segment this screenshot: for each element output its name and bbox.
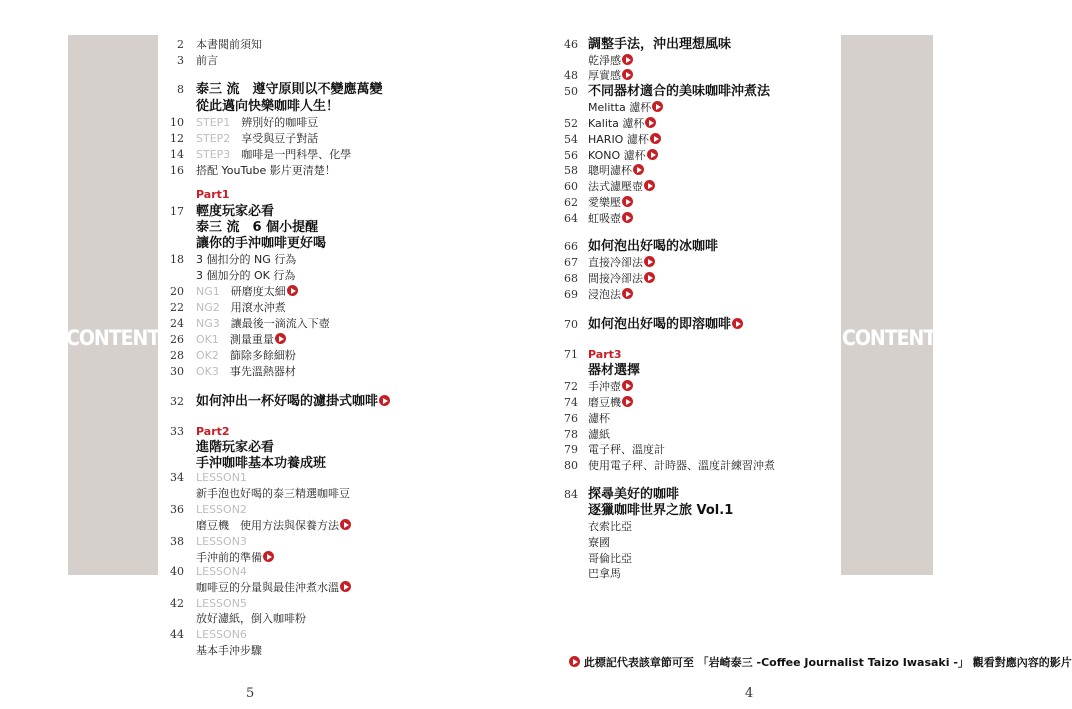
toc-title	[196, 252, 296, 268]
toc-title-text: 用滾水沖煮	[219, 301, 286, 314]
toc-title-text: 濾紙	[588, 428, 610, 441]
toc-page-number: 33	[170, 425, 184, 438]
toc-page-number: 42	[170, 597, 184, 610]
toc-title	[196, 440, 274, 456]
toc-title	[588, 411, 610, 427]
toc-title	[196, 220, 318, 236]
left-page	[0, 0, 500, 709]
toc-title-text: 愛樂壓	[588, 196, 621, 209]
play-icon	[633, 164, 644, 175]
play-icon	[645, 117, 656, 128]
toc-title-text: 新手泡也好喝的泰三精選咖啡豆	[196, 487, 350, 500]
toc-page-number: 36	[170, 503, 184, 516]
play-icon	[652, 101, 663, 112]
toc-title-text: 巴拿馬	[588, 567, 621, 580]
toc-page-number: 62	[564, 196, 578, 209]
play-icon	[622, 54, 633, 65]
toc-title-text: HARIO 濾杯	[588, 133, 649, 146]
play-icon	[644, 180, 655, 191]
toc-page-number: 78	[564, 428, 578, 441]
toc-title-text: KONO 濾杯	[588, 149, 646, 162]
toc-step-label: STEP1	[196, 116, 231, 129]
toc-title	[588, 68, 633, 84]
toc-title	[196, 580, 351, 596]
toc-page-number: 48	[564, 69, 578, 82]
toc-title-text: 咖啡豆的分量與最佳沖煮水溫	[196, 581, 339, 594]
toc-title	[588, 458, 775, 474]
play-icon	[379, 395, 390, 406]
toc-title-text: 讓最後一滴流入下壺	[219, 317, 330, 330]
play-icon	[644, 256, 655, 267]
toc-title	[588, 195, 633, 211]
toc-title-text: 浸泡法	[588, 288, 621, 301]
toc-page-number: 66	[564, 240, 578, 253]
toc-page-number: 8	[177, 83, 184, 96]
play-icon	[287, 285, 298, 296]
toc-title	[588, 84, 770, 100]
toc-page-number: 22	[170, 301, 184, 314]
toc-page-number: 46	[564, 38, 578, 51]
toc-title	[588, 132, 661, 148]
toc-title	[196, 300, 286, 316]
toc-page-number: 40	[170, 565, 184, 578]
toc-page-number: 3	[177, 54, 184, 67]
toc-page-number: 54	[564, 133, 578, 146]
toc-title	[196, 147, 351, 163]
toc-page-number: 28	[170, 349, 184, 362]
toc-title	[588, 148, 658, 164]
toc-title	[588, 519, 632, 535]
toc-title	[588, 503, 733, 519]
toc-title-text: 磨豆機	[588, 396, 621, 409]
toc-page-number: 24	[170, 317, 184, 330]
play-icon	[622, 69, 633, 80]
toc-part-label: Part3	[588, 348, 622, 361]
toc-title	[588, 211, 633, 227]
toc-title	[588, 379, 633, 395]
play-icon	[650, 133, 661, 144]
toc-title-text: 電子秤、溫度計	[588, 443, 665, 456]
toc-title-text: 3 個加分的 OK 行為	[196, 269, 296, 282]
toc-title-text: 3 個扣分的 NG 行為	[196, 253, 297, 266]
toc-title	[588, 551, 632, 567]
toc-page-number: 10	[170, 116, 184, 129]
toc-title	[196, 53, 218, 69]
toc-title	[196, 37, 262, 53]
play-icon	[275, 333, 286, 344]
toc-title	[588, 116, 656, 132]
contents-side-bar	[68, 35, 158, 575]
toc-page-number: 34	[170, 471, 184, 484]
toc-step-label: LESSON4	[196, 565, 247, 578]
toc-title-text: 聰明濾杯	[588, 164, 632, 177]
toc-title	[588, 100, 663, 116]
toc-title-text: 手沖前的準備	[196, 551, 262, 564]
toc-title	[588, 566, 621, 582]
toc-title	[588, 255, 655, 271]
toc-title	[196, 643, 262, 659]
toc-page-number: 18	[170, 253, 184, 266]
toc-page-number: 64	[564, 212, 578, 225]
play-icon	[644, 272, 655, 283]
play-icon	[622, 288, 633, 299]
video-note-text: 此標記代表該章節可至 「岩崎泰三 -Coffee Journalist Taizo Iwasaki -」 觀看對應內容的影片	[583, 656, 1072, 669]
toc-title-text: 輕度玩家必看	[196, 204, 275, 219]
toc-page-number: 52	[564, 117, 578, 130]
toc-title-text: 探尋美好的咖啡	[588, 487, 680, 502]
toc-part-label: Part2	[196, 425, 230, 438]
toc-title	[196, 268, 295, 284]
toc-title	[588, 53, 633, 69]
toc-title-text: 衣索比亞	[588, 520, 632, 533]
toc-title-text: 間接冷卻法	[588, 272, 643, 285]
toc-step-label: OK1	[196, 333, 219, 346]
toc-page-number: 71	[564, 348, 578, 361]
toc-page-number: 69	[564, 288, 578, 301]
toc-title	[588, 317, 743, 333]
toc-title-text: 基本手沖步驟	[196, 644, 262, 657]
toc-page-number: 84	[564, 488, 578, 501]
play-icon	[569, 656, 580, 667]
toc-title-text: 如何泡出好喝的冰咖啡	[588, 239, 719, 254]
play-icon	[622, 396, 633, 407]
toc-page-number: 68	[564, 272, 578, 285]
toc-page-number: 70	[564, 318, 578, 331]
toc-step-label: OK3	[196, 365, 219, 378]
toc-title	[196, 163, 336, 179]
toc-step-label: NG2	[196, 301, 220, 314]
toc-title	[196, 596, 247, 612]
toc-title	[588, 271, 655, 287]
toc-page-number: 60	[564, 180, 578, 193]
toc-page-number: 80	[564, 459, 578, 472]
right-page	[500, 0, 1072, 709]
toc-title-text: 享受與豆子對話	[230, 132, 319, 145]
contents-side-bar	[841, 35, 933, 575]
toc-title	[196, 82, 383, 98]
toc-title-text: 放好濾紙，倒入咖啡粉	[196, 612, 306, 625]
contents-label: CONTENTS	[842, 326, 948, 350]
play-icon	[647, 149, 658, 160]
toc-title-text: 寮國	[588, 536, 610, 549]
toc-page-number: 16	[170, 164, 184, 177]
toc-page-number: 20	[170, 285, 184, 298]
toc-title	[588, 239, 718, 255]
toc-title-text: Kalita 濾杯	[588, 117, 645, 130]
toc-title-text: 讓你的手沖咖啡更好喝	[196, 236, 327, 251]
toc-title	[196, 486, 350, 502]
toc-page-number: 17	[170, 205, 184, 218]
toc-page-number: 38	[170, 535, 184, 548]
toc-title	[588, 427, 610, 443]
play-icon	[622, 196, 633, 207]
toc-title	[588, 37, 731, 53]
toc-title-text: 從此邁向快樂咖啡人生！	[196, 99, 340, 114]
toc-page-number: 32	[170, 395, 184, 408]
toc-title-text: 泰三 流 遵守原則以不變應萬變	[196, 82, 383, 97]
play-icon	[622, 212, 633, 223]
toc-title	[196, 332, 286, 348]
video-note	[568, 654, 1072, 670]
toc-title	[196, 316, 330, 332]
toc-step-label: LESSON6	[196, 628, 247, 641]
toc-title-text: 器材選擇	[588, 363, 641, 378]
toc-step-label: LESSON5	[196, 597, 247, 610]
toc-title-text: 前言	[196, 54, 218, 67]
toc-title-text: 調整手法，沖出理想風味	[588, 37, 732, 52]
toc-page-number: 56	[564, 149, 578, 162]
toc-part-label: Part1	[196, 188, 230, 201]
toc-page-number: 67	[564, 256, 578, 269]
toc-page-number: 74	[564, 396, 578, 409]
toc-title-text: Melitta 濾杯	[588, 101, 652, 114]
contents-label: CONTENTS	[66, 326, 172, 350]
page-number: 4	[745, 686, 754, 701]
toc-title-text: 乾淨感	[588, 54, 621, 67]
toc-page-number: 30	[170, 365, 184, 378]
play-icon	[340, 519, 351, 530]
toc-title	[588, 347, 622, 363]
toc-title-text: 辨別好的咖啡豆	[230, 116, 319, 129]
toc-title	[588, 163, 644, 179]
toc-title-text: 研磨度太細	[219, 285, 286, 298]
toc-title-text: 使用電子秤、計時器、溫度計練習沖煮	[588, 459, 775, 472]
toc-step-label: LESSON1	[196, 471, 247, 484]
play-icon	[732, 318, 743, 329]
toc-title	[196, 115, 318, 131]
toc-title-text: 如何泡出好喝的即溶咖啡	[588, 317, 732, 332]
toc-title	[588, 179, 655, 195]
toc-step-label: STEP2	[196, 132, 231, 145]
toc-page-number: 76	[564, 412, 578, 425]
play-icon	[340, 581, 351, 592]
toc-title-text: 搭配 YouTube 影片更清楚！	[196, 164, 336, 177]
toc-title-text: 手沖咖啡基本功養成班	[196, 456, 327, 471]
toc-title-text: 測量重量	[218, 333, 274, 346]
toc-title	[196, 131, 318, 147]
toc-title	[196, 284, 298, 300]
toc-title	[588, 395, 633, 411]
toc-title	[196, 424, 230, 440]
toc-title	[196, 364, 296, 380]
toc-title	[196, 611, 306, 627]
toc-step-label: LESSON3	[196, 535, 247, 548]
toc-title-text: 如何沖出一杯好喝的濾掛式咖啡	[196, 394, 379, 409]
toc-title-text: 虹吸壺	[588, 212, 621, 225]
play-icon	[622, 380, 633, 391]
toc-title-text: 直接冷卻法	[588, 256, 643, 269]
toc-title	[196, 187, 230, 203]
toc-page-number: 44	[170, 628, 184, 641]
toc-page-number: 79	[564, 443, 578, 456]
toc-title	[196, 394, 390, 410]
toc-title	[588, 287, 633, 303]
toc-step-label: OK2	[196, 349, 219, 362]
toc-title-text: 本書閱前須知	[196, 38, 262, 51]
toc-title	[588, 442, 665, 458]
toc-step-label: NG1	[196, 285, 220, 298]
toc-step-label: LESSON2	[196, 503, 247, 516]
toc-title-text: 逐獵咖啡世界之旅 Vol.1	[588, 503, 734, 518]
toc-title	[196, 564, 247, 580]
toc-page-number: 72	[564, 380, 578, 393]
toc-title-text: 磨豆機 使用方法與保養方法	[196, 519, 339, 532]
play-icon	[263, 551, 274, 562]
toc-title	[196, 99, 339, 115]
toc-title	[196, 236, 326, 252]
toc-title-text: 手沖壺	[588, 380, 621, 393]
toc-page-number: 12	[170, 132, 184, 145]
toc-step-label: STEP3	[196, 148, 231, 161]
toc-page-number: 50	[564, 85, 578, 98]
toc-title	[196, 348, 296, 364]
toc-title-text: 進階玩家必看	[196, 440, 275, 455]
toc-title	[196, 518, 351, 534]
toc-title	[588, 363, 640, 379]
toc-page-number: 26	[170, 333, 184, 346]
toc-title-text: 篩除多餘細粉	[218, 349, 296, 362]
toc-title-text: 不同器材適合的美味咖啡沖煮法	[588, 84, 771, 99]
toc-title	[196, 204, 274, 220]
toc-title-text: 泰三 流 6 個小提醒	[196, 220, 319, 235]
toc-title-text: 咖啡是一門科學、化學	[230, 148, 352, 161]
toc-title-text: 厚實感	[588, 69, 621, 82]
toc-title	[196, 470, 247, 486]
toc-page-number: 14	[170, 148, 184, 161]
toc-title	[588, 535, 610, 551]
toc-title	[588, 487, 679, 503]
toc-title-text: 事先溫熱器材	[218, 365, 296, 378]
toc-page-number: 2	[177, 38, 184, 51]
toc-title	[196, 627, 247, 643]
toc-page-number: 58	[564, 164, 578, 177]
toc-title-text: 濾杯	[588, 412, 610, 425]
toc-step-label: NG3	[196, 317, 220, 330]
toc-title-text: 哥倫比亞	[588, 552, 632, 565]
toc-title	[196, 534, 247, 550]
toc-title	[196, 502, 247, 518]
page-number: 5	[246, 686, 255, 701]
toc-title-text: 法式濾壓壺	[588, 180, 643, 193]
